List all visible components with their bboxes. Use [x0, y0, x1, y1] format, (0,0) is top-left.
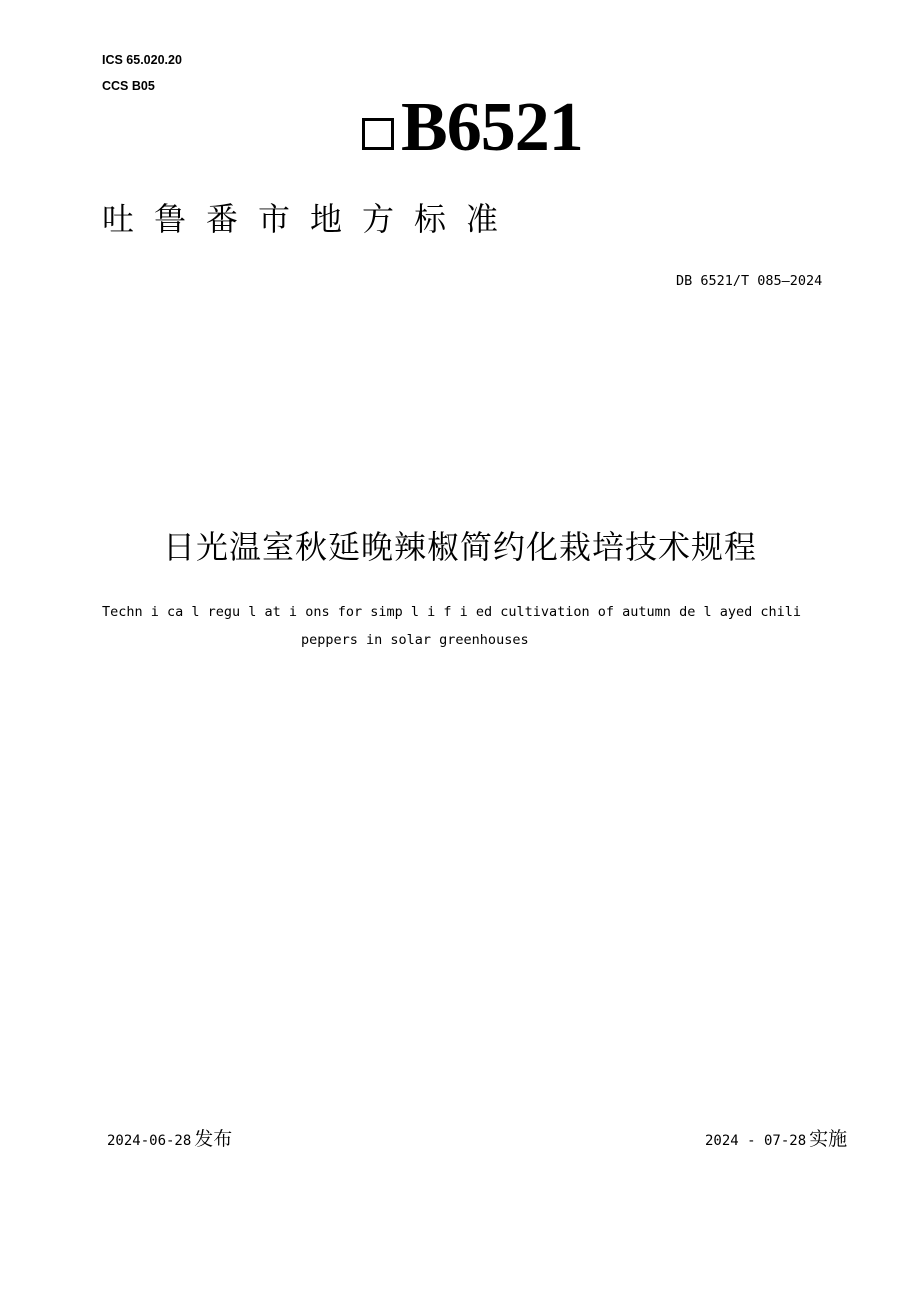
- title-english-line2: peppers in solar greenhouses: [301, 632, 529, 648]
- implement-date-line: [705, 1124, 847, 1151]
- title-chinese: 日光温室秋延晚辣椒简约化栽培技术规程: [162, 528, 757, 566]
- ics-code: ICS 65.020.20: [102, 53, 182, 67]
- standard-number: DB 6521/T 085—2024: [676, 273, 823, 289]
- logo-code: B6521: [401, 89, 583, 166]
- ccs-code: CCS B05: [102, 79, 155, 93]
- logo-box-glyph: [362, 118, 394, 150]
- implement-label: 实施: [809, 1128, 848, 1150]
- implement-date: 2024 - 07-28: [705, 1133, 807, 1149]
- db-logo: [362, 88, 583, 168]
- issue-date-line: [107, 1124, 232, 1151]
- standard-type-heading: 吐鲁番市地方标准: [102, 200, 519, 238]
- issue-label: 发布: [194, 1128, 233, 1150]
- issue-date: 2024-06-28: [107, 1133, 192, 1149]
- title-english-line1: Techn i ca l regu l at i ons for simp l i f i ed cultivation of autumn de l ayed chili: [102, 604, 801, 620]
